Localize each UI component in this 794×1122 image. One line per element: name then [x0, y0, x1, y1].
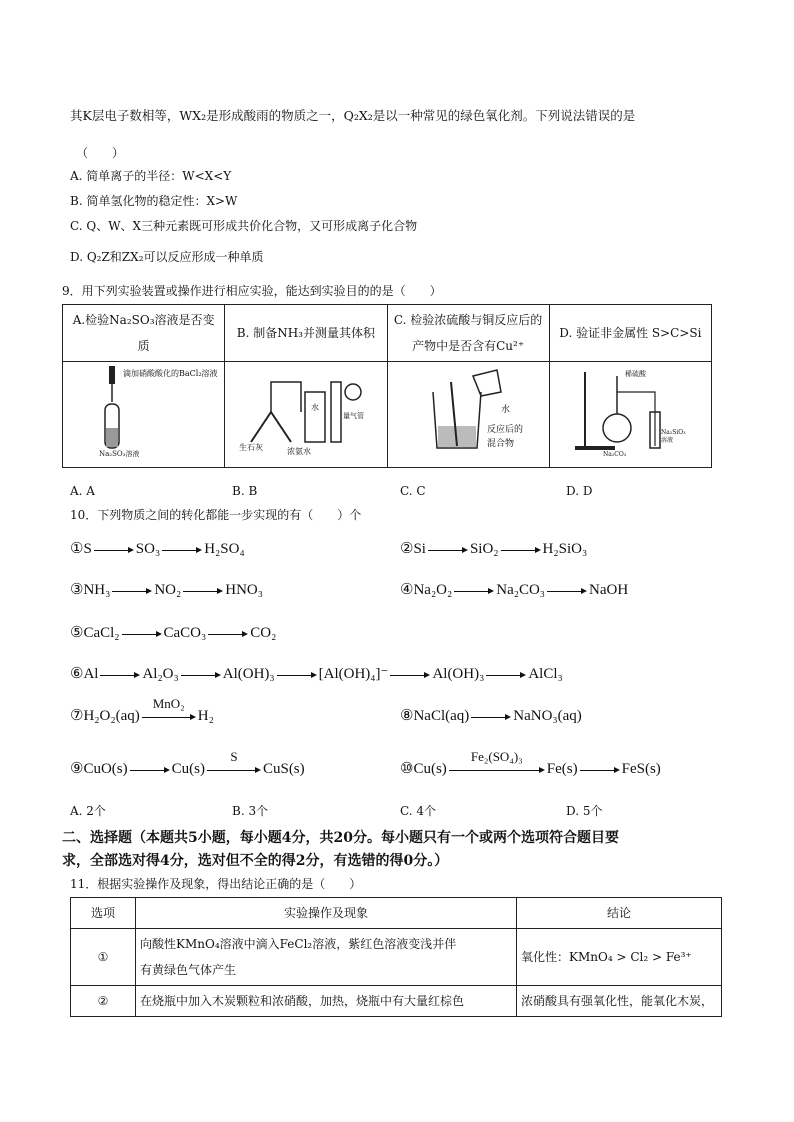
- q10-item-3: ③NH₃ NO₂ HNO₃: [70, 582, 263, 598]
- q10-item-8: ⑧NaCl(aq) NaNO₃(aq): [400, 708, 582, 724]
- fig-d-label-3: Na₂SiO₃: [661, 429, 686, 436]
- q10-item-6: ⑥Al Al₂O₃ Al(OH)₃ [Al(OH)₄]⁻ Al(OH)₃ AlCl₃: [70, 666, 563, 682]
- ammonia-apparatus-figure: [231, 362, 381, 458]
- q9-answer-c: C. C: [400, 484, 426, 498]
- q10-answer-a: A. 2个: [70, 804, 106, 818]
- q9-table: [62, 304, 712, 468]
- q10-item-9: ⑨CuO(s) Cu(s) S CuS(s): [70, 748, 305, 777]
- q10-answer-b: B. 3个: [232, 804, 269, 818]
- q11-table: [70, 897, 722, 1017]
- q9-figure-c: [387, 362, 549, 468]
- fig-b-label-4: 量气管: [342, 412, 364, 420]
- table-row: [71, 929, 722, 986]
- fig-c-label-2: 反应后的: [487, 425, 524, 435]
- q9-figure-b: [225, 362, 387, 468]
- table-row: [71, 986, 722, 1017]
- fig-d-label-1: 稀硫酸: [625, 370, 647, 378]
- fig-b-label-1: 生石灰: [238, 443, 263, 452]
- q9-answer-d: D. D: [566, 484, 593, 498]
- q11-row-1-conclusion: 氧化性：KMnO₄ > Cl₂ > Fe³⁺: [517, 929, 722, 986]
- q11-stem: 11．根据实验操作及现象，得出结论正确的是（ ）: [70, 877, 362, 891]
- q10-item-1: ①S SO₃ H₂SO₄: [70, 541, 245, 557]
- q9-cell-b: B. 制备NH₃并测量其体积: [225, 305, 387, 362]
- q9-cell-d: D. 验证非金属性 S>C>Si: [549, 305, 711, 362]
- q9-answer-b: B. B: [232, 484, 258, 498]
- q10-answer-d: D. 5个: [566, 804, 603, 818]
- fig-c-label-3: 混合物: [487, 439, 515, 449]
- q10-item-2: ②Si SiO₂ H₂SiO₃: [400, 541, 588, 557]
- q8-blank: （ ）: [76, 146, 125, 160]
- section-2-heading-line-2: 求，全部选对得4分，选对但不全的得2分，有选错的得0分。）: [62, 853, 449, 869]
- q11-header-operation: 实验操作及现象: [136, 898, 517, 929]
- fig-a-label-1: 滴加硝酸酸化的BaCl₂溶液: [122, 369, 218, 378]
- q9-figure-d: [549, 362, 711, 468]
- q9-figure-a: [63, 362, 225, 468]
- fig-a-label-2: Na₂SO₃溶液: [98, 450, 140, 458]
- q11-header-conclusion: 结论: [517, 898, 722, 929]
- q10-item-4: ④Na₂O₂ Na₂CO₃ NaOH: [400, 582, 629, 598]
- q8-option-d: D. Q₂Z和ZX₂可以反应形成一种单质: [70, 250, 264, 264]
- fig-b-label-2: 浓氨水: [286, 447, 311, 456]
- q11-row-1-operation: 向酸性KMnO₄溶液中滴入FeCl₂溶液，紫红色溶液变浅并伴 有黄绿色气体产生: [136, 929, 517, 986]
- q11-row-1-option: ①: [71, 929, 136, 986]
- q11-header-option: 选项: [71, 898, 136, 929]
- q8-option-c: C. Q、W、X三种元素既可形成共价化合物，又可形成离子化合物: [70, 219, 418, 233]
- q11-row-2-conclusion: 浓硝酸具有强氧化性，能氧化木炭，: [517, 986, 722, 1017]
- q9-stem: 9．用下列实验装置或操作进行相应实验，能达到实验目的的是（ ）: [62, 284, 442, 298]
- q11-row-2-option: ②: [71, 986, 136, 1017]
- q10-item-10: ⑩Cu(s) Fe₂(SO₄)₃ Fe(s) FeS(s): [400, 748, 661, 777]
- fig-d-label-4: 溶液: [661, 437, 674, 444]
- section-2-heading-line-1: 二、选择题（本题共5小题，每小题4分，共20分。每小题只有一个或两个选项符合题目要: [62, 830, 619, 846]
- q10-item-7: ⑦H₂O₂(aq) MnO₂ H₂: [70, 695, 214, 724]
- q10-item-5: ⑤CaCl₂ CaCO₃ CO₂: [70, 625, 277, 641]
- q8-option-a: A. 简单离子的半径：W<X<Y: [70, 169, 232, 183]
- test-tube-figure: [69, 362, 219, 458]
- q11-row-2-operation: 在烧瓶中加入木炭颗粒和浓硝酸，加热，烧瓶中有大量红棕色: [136, 986, 517, 1017]
- beaker-figure: [393, 362, 543, 458]
- flask-apparatus-figure: [555, 362, 705, 458]
- q10-answer-c: C. 4个: [400, 804, 437, 818]
- q8-option-b: B. 简单氢化物的稳定性：X>W: [70, 194, 238, 208]
- fig-c-label-1: 水: [501, 405, 511, 415]
- q9-cell-a: A.检验Na₂SO₃溶液是否变质: [63, 305, 225, 362]
- q9-answer-a: A. A: [70, 484, 95, 498]
- q8-stem: 其K层电子数相等，WX₂是形成酸雨的物质之一，Q₂X₂是以一种常见的绿色氧化剂。下列说法错误的是: [70, 108, 636, 123]
- fig-d-label-2: Na₂CO₃: [603, 451, 627, 458]
- q10-stem: 10．下列物质之间的转化都能一步实现的有（ ）个: [70, 508, 362, 522]
- fig-b-label-3: 水: [310, 403, 319, 412]
- q9-cell-c: C. 检验浓硫酸与铜反应后的产物中是否含有Cu²⁺: [387, 305, 549, 362]
